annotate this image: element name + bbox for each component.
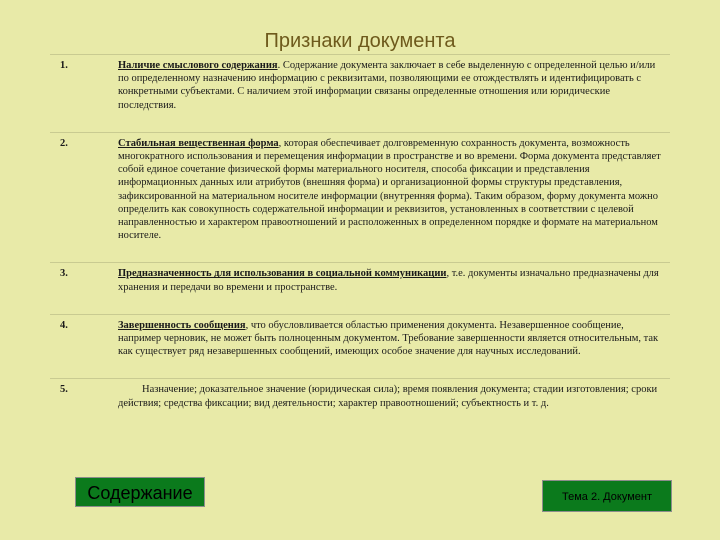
item-number: 5. — [50, 379, 118, 410]
item-description: , что обусловливается областью применения документа. Незавершенное сообщение, например черновик, не может быть полноценным документом. Требование завершенности является относительным, так как существует ряд незавершенных сообщений, имеющих особое значение для научных исследований. — [118, 319, 659, 358]
item-text — [118, 379, 670, 410]
item-text — [118, 263, 670, 314]
item-description: . Содержание документа заключает в себе выделенную с определенной целью и/или по определенному назначению информацию с реквизитами, позволяющими ее отождествлять и идентифицировать с конкретными субъектами. С наличием этой информации связаны определенные отношения или юридические последствия. — [118, 60, 656, 111]
item-text — [118, 132, 670, 263]
criteria-table — [50, 54, 670, 410]
table-row — [50, 379, 670, 410]
item-lead: Стабильная вещественная форма — [118, 137, 279, 149]
item-description: Назначение; доказательное значение (юридическая сила); время появления документа; стадии изготовления; сроки действия; средства фиксации; вид деятельности; характер правоотношений; субъектность и т. д. — [118, 384, 658, 409]
item-lead: Завершенность сообщения — [118, 319, 246, 331]
item-text — [118, 314, 670, 379]
table-row — [50, 55, 670, 133]
item-number: 1. — [50, 55, 118, 133]
item-number: 2. — [50, 132, 118, 263]
table-row — [50, 314, 670, 379]
item-lead: Предназначенность для использования в социальной коммуникации — [118, 268, 447, 280]
item-text — [118, 55, 670, 133]
contents-button[interactable]: Содержание — [75, 477, 205, 507]
page-title: Признаки документа — [264, 30, 456, 52]
item-number: 3. — [50, 263, 118, 314]
table-row — [50, 132, 670, 263]
item-lead: Наличие смыслового содержания — [118, 60, 278, 71]
item-description: , т.е. документы изначально предназначены для хранения и передачи во времени и пространстве. — [118, 268, 659, 293]
item-number: 4. — [50, 314, 118, 379]
item-description: , которая обеспечивает долговременную сохранность документа, возможность многократного использования и перемещения информации в пространстве и во времени. Форма документа представляет собой единое сочетание физической формы материального носителя, способа фиксации и представления информационных данных или атрибутов (внешняя форма) и организационной формы структуры представления, зафиксированной на материальном носителе информации (внутренняя форма). Таким образом, форму документа можно определить как совокупность содержательной информации и реквизитов, установленных в соответствии с целевой направленностью и характером правоотношений и расположенных в определенном порядке и формате на материальном носителе. — [118, 137, 661, 242]
table-row — [50, 263, 670, 314]
topic-button[interactable]: Тема 2. Документ — [542, 480, 672, 512]
